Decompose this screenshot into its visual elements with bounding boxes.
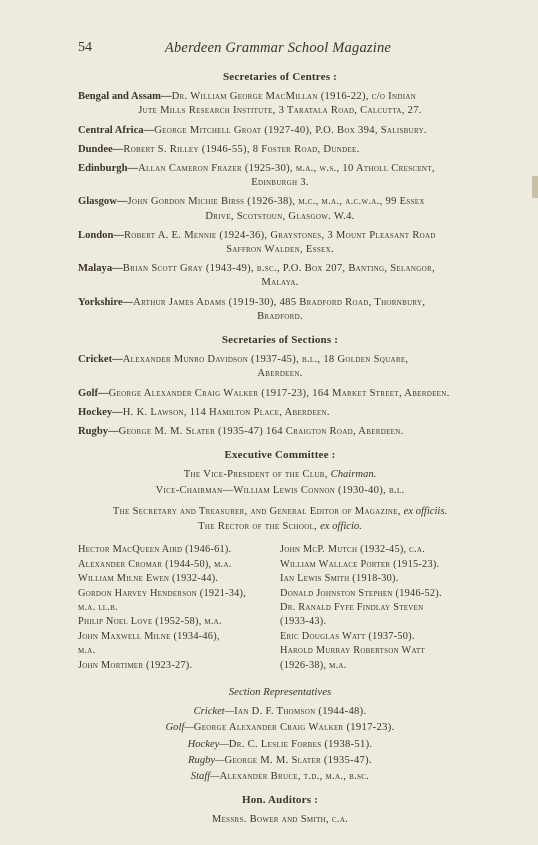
entry-region: Bengal and Assam— — [78, 91, 172, 103]
committee-member: Dr. Ranald Fyfe Findlay Steven — [280, 601, 424, 613]
address-entry — [78, 143, 482, 157]
address-entry — [78, 387, 482, 401]
entry-region: Central Africa— — [78, 124, 155, 136]
representative-name: George M. M. Slater (1935-47). — [224, 754, 372, 766]
executive-line-role: Chairman. — [330, 469, 377, 481]
entry-details: George Alexander Craig Walker (1917-23), 164 Market Street, Aberdeen. — [108, 387, 450, 399]
entry-details-continued: Drive, Scotstoun, Glasgow. W.4. — [205, 210, 355, 222]
entry-region: Yorkshire— — [78, 296, 134, 308]
entry-details-continued: Bradford. — [257, 310, 303, 322]
entry-details: H. K. Lawson, 114 Hamilton Place, Aberdeen. — [122, 406, 330, 418]
entry-region: Edinburgh— — [78, 163, 139, 175]
sections-heading: Secretaries of Sections : — [221, 334, 339, 347]
entry-region: Glasgow— — [78, 196, 128, 208]
committee-member: John McP. Mutch (1932-45), c.a. — [280, 544, 426, 556]
address-entry — [78, 425, 482, 439]
entry-details: John Gordon Michie Birss (1926-38), m.c., m.a., a.c.w.a., 99 Essex — [127, 196, 425, 208]
representative-name: Dr. C. Leslie Forbes (1938-51). — [228, 738, 373, 750]
committee-member: John Mortimer (1923-27). — [78, 659, 193, 671]
running-head — [78, 40, 478, 58]
representative-line — [78, 738, 482, 752]
representative-name: George Alexander Craig Walker (1917-23). — [193, 722, 395, 734]
sections-list — [78, 353, 482, 439]
entry-details: Robert A. E. Mennie (1924-36), Graystones, 3 Mount Pleasant Road — [123, 229, 436, 241]
entry-region: Cricket— — [78, 354, 123, 366]
entry-region: Hockey— — [78, 406, 123, 418]
entry-region: Dundee— — [78, 143, 124, 155]
section-representatives-heading: Section Representatives — [228, 685, 332, 698]
page-number: 54 — [78, 40, 92, 55]
page-edge-mark — [532, 176, 538, 198]
committee-member: John Maxwell Milne (1934-46), — [78, 630, 220, 642]
address-entry — [78, 406, 482, 420]
executive-line — [78, 484, 482, 498]
address-entry — [78, 353, 482, 381]
committee-right-column — [276, 543, 482, 673]
committee-member: (1926-38), m.a. — [280, 659, 347, 671]
address-entry — [78, 90, 482, 118]
committee-member: Harold Murray Robertson Watt — [280, 645, 426, 657]
representative-name: Alexander Bruce, t.d., m.a., b.sc. — [219, 770, 370, 782]
entry-details: Allan Cameron Frazer (1925-30), m.a., w.s., 10 Atholl Crescent, — [138, 163, 435, 175]
entry-region: Golf— — [78, 387, 109, 399]
committee-member: m.a. ll.b. — [78, 601, 118, 613]
entry-details-continued: Jute Mills Research Institute, 3 Taratala Road, Calcutta, 27. — [138, 105, 422, 117]
executive-heading: Executive Committee : — [224, 449, 336, 462]
representative-sport: Hockey— — [187, 738, 229, 750]
address-entry — [78, 229, 482, 257]
entry-details: Dr. William George MacMillan (1916-22), c/o Indian — [171, 91, 417, 103]
centres-heading: Secretaries of Centres : — [222, 71, 338, 83]
executive-line — [78, 505, 482, 519]
representative-line — [78, 754, 482, 768]
executive-line-text: Vice-Chairman—William Lewis Connon (1930-40), b.l. — [155, 484, 405, 496]
representative-name: Ian D. F. Thomson (1944-48). — [234, 706, 367, 718]
representative-line — [78, 721, 482, 735]
entry-details: George M. M. Slater (1935-47) 164 Craigton Road, Aberdeen. — [118, 426, 404, 438]
address-entry — [78, 262, 482, 290]
committee-member: William Wallace Porter (1915-23). — [280, 558, 440, 570]
entry-details: George Mitchell Groat (1927-40), P.O. Box 394, Salisbury. — [154, 124, 427, 136]
committee-member: (1933-43). — [280, 616, 327, 628]
executive-line-text: The Rector of the School, — [198, 521, 321, 533]
committee-member: Alexander Cromar (1944-50), m.a. — [78, 558, 232, 570]
entry-details-continued: Aberdeen. — [257, 368, 303, 380]
committee-member: Gordon Harvey Henderson (1921-34), — [78, 587, 247, 599]
entry-details: Robert S. Rilley (1946-55), 8 Foster Road, Dundee. — [123, 143, 360, 155]
committee-member: Donald Johnston Stephen (1946-52). — [280, 587, 442, 599]
executive-line-role: ex officio. — [320, 521, 362, 533]
committee-member: Eric Douglas Watt (1937-50). — [280, 630, 415, 642]
journal-title: Aberdeen Grammar School Magazine — [164, 40, 392, 56]
committee-members — [78, 543, 482, 673]
entry-region: Rugby— — [78, 426, 119, 438]
executive-officers — [78, 468, 482, 534]
centres-list — [78, 90, 482, 324]
committee-member: Ian Lewis Smith (1918-30). — [280, 573, 399, 585]
representative-line — [78, 770, 482, 784]
committee-member: William Milne Ewen (1932-44). — [78, 573, 219, 585]
auditors-text: Messrs. Bower and Smith, c.a. — [211, 814, 349, 826]
representative-line — [78, 705, 482, 719]
entry-details-continued: Malaya. — [261, 277, 299, 289]
committee-member: Hector MacQueen Aird (1946-61). — [78, 544, 232, 556]
entry-details: Alexander Munro Davidson (1937-45), b.l., 18 Golden Square, — [122, 354, 409, 366]
committee-member: m.a. — [78, 645, 96, 657]
entry-details-continued: Edinburgh 3. — [251, 177, 309, 189]
representative-sport: Cricket— — [193, 706, 235, 718]
representative-sport: Staff— — [190, 770, 220, 782]
representative-sport: Golf— — [165, 722, 194, 734]
executive-line-text: The Vice-President of the Club, — [183, 469, 331, 481]
entry-details: Brian Scott Gray (1943-49), b.sc., P.O. Box 207, Banting, Selangor, — [122, 263, 435, 275]
entry-details: Arthur James Adams (1919-30), 485 Bradford Road, Thornbury, — [133, 296, 426, 308]
page-content — [78, 70, 482, 828]
auditors-heading: Hon. Auditors : — [241, 794, 319, 807]
entry-region: London— — [78, 229, 124, 241]
address-entry — [78, 162, 482, 190]
committee-left-column — [78, 543, 276, 673]
address-entry — [78, 195, 482, 223]
executive-line — [78, 520, 482, 534]
entry-region: Malaya— — [78, 263, 123, 275]
address-entry — [78, 296, 482, 324]
executive-line-text: The Secretary and Treasurer, and General Editor of Magazine, — [112, 505, 404, 517]
entry-details-continued: Saffron Walden, Essex. — [226, 244, 334, 256]
address-entry — [78, 124, 482, 138]
section-representatives-list — [78, 705, 482, 784]
executive-line — [78, 468, 482, 482]
committee-member: Philip Noel Love (1952-58), m.a. — [78, 616, 222, 628]
representative-sport: Rugby— — [188, 754, 225, 766]
executive-line-role: ex officiis. — [403, 505, 448, 517]
